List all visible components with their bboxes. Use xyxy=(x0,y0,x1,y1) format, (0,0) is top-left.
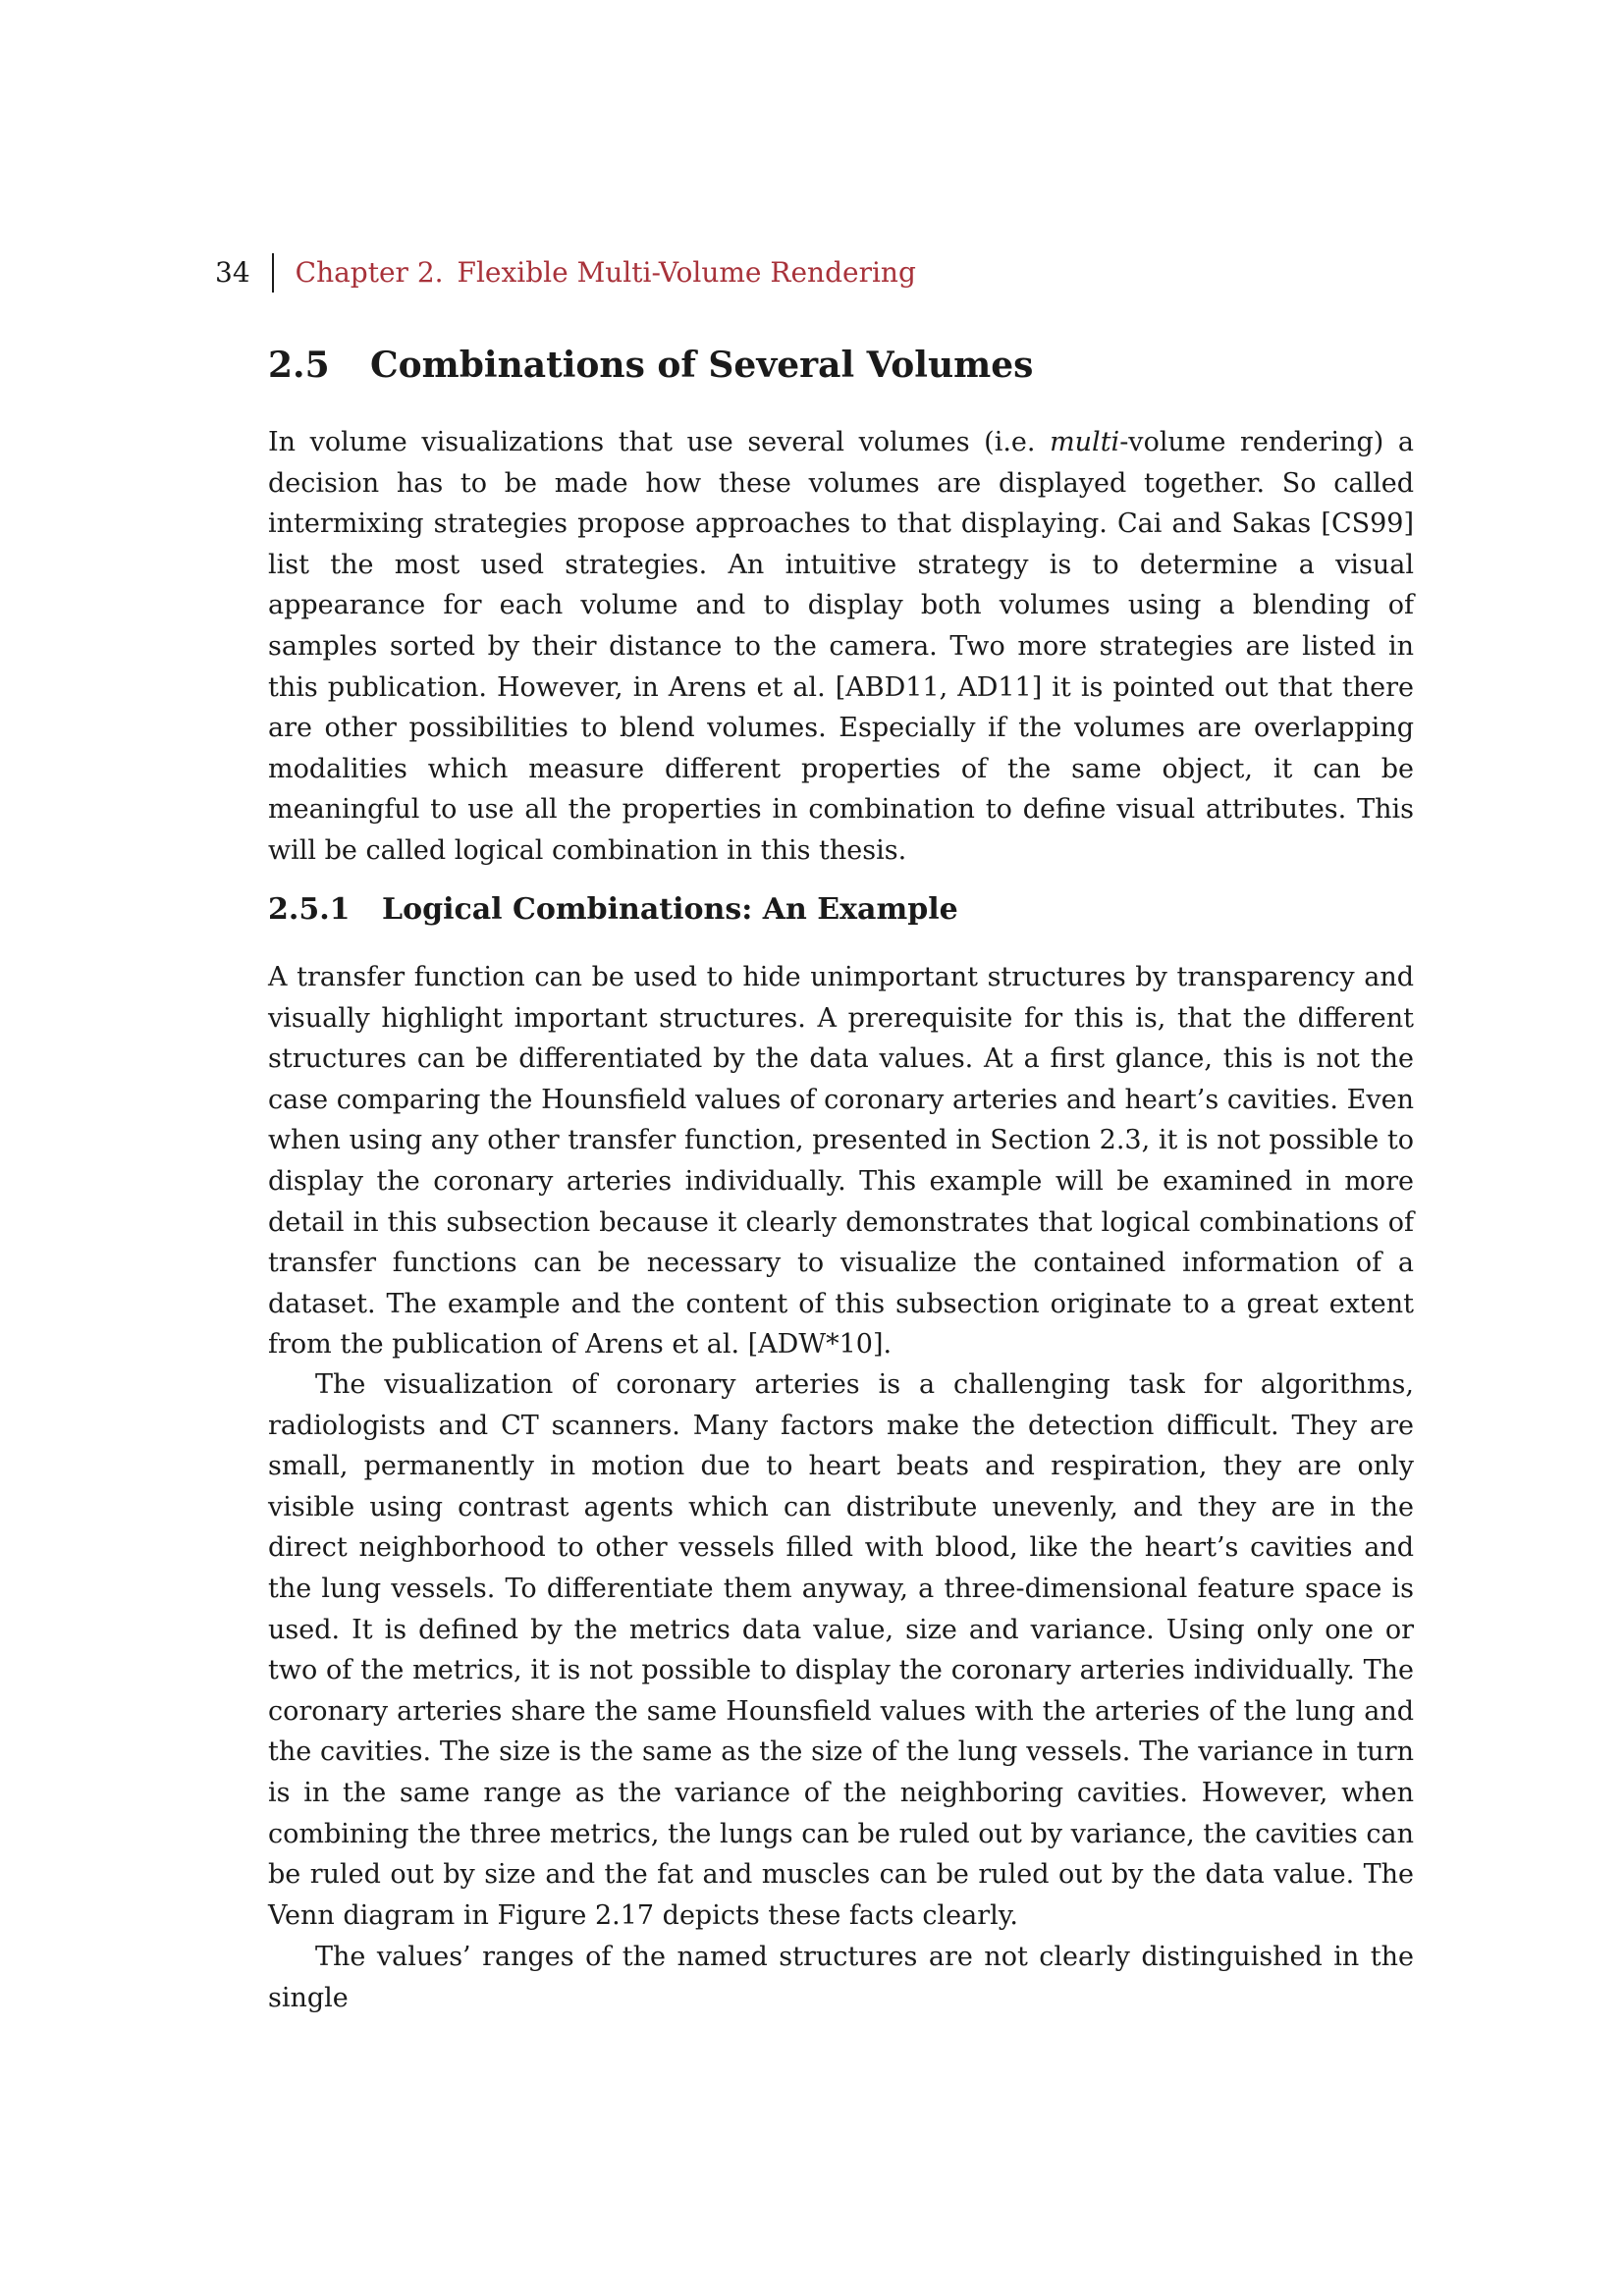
coronary-arteries-paragraph: The visualization of coronary arteries is a challenging task for algorithms, radiologists and CT scanners. Many factors make the detection difficult. They are small, permanently in motion due to heart beats and respiration, they are only visible using contrast agents which can distribute unevenly, and they are in the direct neighborhood to other vessels filled with blood, like the heart’s cavities and the lung vessels. To differentiate them anyway, a three-dimensional feature space is used. It is defined by the metrics data value, size and variance. Using only one or two of the metrics, it is not possible to display the coronary arteries individually. The coronary arteries share the same Hounsfield values with the arteries of the lung and the cavities. The size is the same as the size of the lung vessels. The variance in turn is in the same range as the variance of the neighboring cavities. However, when combining the three metrics, the lungs can be ruled out by variance, the cavities can be ruled out by size and the fat and muscles can be ruled out by the data value. The Venn diagram in Figure 2.17 depicts these facts clearly. xyxy=(268,1369,1414,1931)
value-ranges-paragraph: The values’ ranges of the named structures are not clearly distinguished in the single xyxy=(268,1942,1414,2013)
page-number: 34 xyxy=(215,256,250,289)
section-number: 2.5 xyxy=(268,345,330,386)
transfer-function-paragraph: A transfer function can be used to hide unimportant structures by transparency and visually highlight important structures. A prerequisite for this is, that the different structures can be differentiated by the data values. At a first glance, this is not the case comparing the Hounsfield values of coronary arteries and heart’s cavities. Even when using any other transfer function, presented in Section 2.3, it is not possible to display the coronary arteries individually. This example will be examined in more detail in this subsection because it clearly demonstrates that logical combinations of transfer functions can be necessary to visualize the contained information of a dataset. The example and the content of this subsection originate to a great extent from the publication of Arens et al. [ADW*10]. xyxy=(268,962,1414,1361)
running-head-divider xyxy=(272,253,274,293)
chapter-label[interactable]: Chapter 2. xyxy=(295,256,444,289)
intro-paragraph xyxy=(268,422,1414,872)
subsection-heading xyxy=(268,889,958,931)
intro-text-rest: -volume rendering) a decision has to be made how these volumes are displayed together. So called intermixing strategies propose approaches to that displaying. Cai and Sakas [CS99] list the most used strategies. An intuitive strategy is to determine a visual appearance for each volume and to display both volumes using a blending of samples sorted by their distance to the camera. Two more strategies are listed in this publication. However, in Arens et al. [ABD11, AD11] it is pointed out that there are other possibilities to blend volumes. Especially if the volumes are overlapping modalities which measure different properties of the same object, it can be meaningful to use all the properties in combination to define visual attributes. This will be called logical combination in this thesis. xyxy=(268,427,1414,866)
section-heading xyxy=(268,342,1033,389)
intro-emphasis: multi xyxy=(1050,427,1120,457)
section-title: Combinations of Several Volumes xyxy=(370,345,1034,386)
intro-text-start: In volume visualizations that use several volumes (i.e. xyxy=(268,427,1051,457)
subsection-title: Logical Combinations: An Example xyxy=(382,892,958,927)
running-head xyxy=(215,253,916,293)
subsection-number: 2.5.1 xyxy=(268,892,351,927)
chapter-title[interactable]: Flexible Multi-Volume Rendering xyxy=(457,256,916,289)
